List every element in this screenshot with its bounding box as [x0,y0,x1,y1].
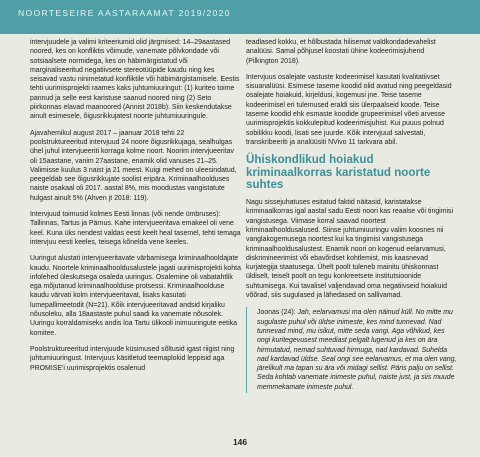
body-paragraph: Uuringut alustati intervjueeritavate värbamisega kriminaalhooldajate kaudu. Noortele kriminaalhooldusalustele jagati uurimisprojekti kohta infolehed üleskutsega osaleda uuringus. Osalemine oli vabatahtlik ega mõjutanud kriminaalhoolduse protsessi. Kriminaalhoolduse kaudu värvati kolm intervjueeritavat, lisaks kasutati lumepallimeetodit (N=21). Kõik intervjueeritavad andsid kirjaliku nõusoleku, alla 18aastaste puhul saadi ka vanemate nõusolek. Uuringu korraldamiseks andis loa Tartu ülikooli inimuuringute eetika komitee. [30,255,241,337]
quote-text: Jah, eelarvamusi ma olen näinud küll. No mitte mu sugulaste puhul või üldse inimeste, kes mind tunnevad. Nad tunnevad mind, mu isikut, mitte seda vangi. Aga võhikud, kes ongi kuritegevusest meediast pelgalt lugenud ja kes on ära hirmutatud, nemad suhtuvad hirmuga, nad kardavad. Suhelda nad kardavad üldse. Seal ongi see eelarvamus, et ma olen vang, järelikult ma tapan su ära või midagi sellist. Päris palju on sellist. Seda kohtab vanemate inimeste puhul, naiste just, ja siis muude memmekamate inimeste puhul. [257,309,457,391]
body-paragraph: Intervjuud toimusid kolmes Eesti linnas (või nende ümbruses): Tallinnas, Tartus ja Pärnus. Kahe intervjueeritava emakeel oli vene keel. Kuna üks nendest valdas eesti keelt heal tasemel, tehti temaga intervjuu eesti keeles, teisega kõnelda vene keeles. [30,211,241,246]
body-paragraph: Poolstruktureeritud intervjuude küsimused sõltusid igast riigist ning juhtumiuuringust. Intervjuus käsitletud teemaplokid leppisid aga PROMISE'i uurimisprojektis osalenud [30,345,235,372]
body-paragraph: Ajavahemikul august 2017 – jaanuar 2018 tehti 22 poolstruktureeritud intervjuud 24 noore õigusrikkujaga, sealhulgas ühel juhul intervjueeriti korraga kolme noort. Noorim intervjueeritav oli 15aastane, vanim 27aastane, enamik olid vanuses 21–25. Valimisse kuulus 3 naist ja 21 meest. Kuigi mehed on uleesindatud, peegeldab see õigusrikkujate soolist eripära. Kriminaalhoolduses naiste osakaal oli 2017. aastal 8%, mis moodustas vangistatute hulgast ainult 5% (Ahven jt 2018: 119). [30,129,237,202]
body-paragraph: Nagu sissejuhatuses esitatud faktid näitasid, karistatakse kriminaalkorras igal aastal sadu Eesti noori kas reaalse või tingimisi vangistusega. Viimase korral saavad noortest kriminaalhooldusalused. Siinse juhtumiuuringu valim koosnes nii vanglakogemusega noortest kui ka tingimisi vangistusega kriminaalhooldusalustest. Enamik noori on kogenud eelarvamusi, diskrimineerimist või ebavõrdset kohtlemist, mis kaasnevad kurjategija staatusega. Ühelt poolt tuleneb mainitu ühiskonnast üldiselt, teiselt poolt on tegu konkreetsete institutsioonide suhtumisega. Kui tavalisel valjendavad oma negatiivseid hoiakuid võõrad, siis sugulased ja lähedased on sallivamad. [246,199,454,300]
interview-quote [246,307,458,393]
body-paragraph: Intervjuus osalejate vastuste kodeerimisel kasutati kvalitatiivset sisuanalüüsi. Esimese taseme koodid olid avatud ning peegeldasid osalejate hoiakuid, kirjeldusi, kogemusi jne. Teise taseme kodeerimisel eri tulemused eraldi siis ülerpaalseid koode. Teise taseme koodid ehk esmaste koodide grupeerimisel võeti arvesse uurimisprojektis kokkulepitud kodeerimisjuhist. Kui puuus polnud sobilikku koodi, lisati see juurde. Kõik intervjuud salvestati, transkribeeriti ja analüüsiti NVivo 11 tarkvara abil. [246,73,452,146]
running-header-title: NOORTESEIRE AASTARAAMAT 2019/2020 [18,8,231,18]
page-number: 146 [233,437,247,447]
quote-speaker: Joonas (24): [257,309,298,317]
right-column [246,38,458,393]
left-column [30,38,241,380]
body-paragraph: teadlased kokku, et hõlbustada hilisemat valdkondadevahelist analüüsi. Samal põhjusel koostati ühine kodeerimisjuhend (Pilkington 2018). [246,39,436,65]
body-paragraph: intervjuudele ja valimi kriteeriumid olid järgmised: 14–29aastased noored, kes on konfliktis võimude, vanemate põlvkondade või sotsiaalsete normidega, kes on häbimärgistatud või marginaliseeritud negatiivsete stereotüüpide kaudu ning kes seisavad vastu ninimetatud konfliktile või häbimärgistamisele. Eestis tehti uurimisprojekti raames kaks juhtumiuuringut: (1) kuriteo toime pannud ja selle eest karistuse saanud noored ning (2) Seto piirkonnas elavad maanoored (Annist 2018b). Siin keskendutakse ainult esimesele, õigusrikkujatest noorte juhtumiuuringule. [30,39,240,121]
header-band [0,0,480,34]
section-heading: Ühiskondlikud hoiakud kriminaalkorras karistatud noorte suhtes [246,153,431,192]
